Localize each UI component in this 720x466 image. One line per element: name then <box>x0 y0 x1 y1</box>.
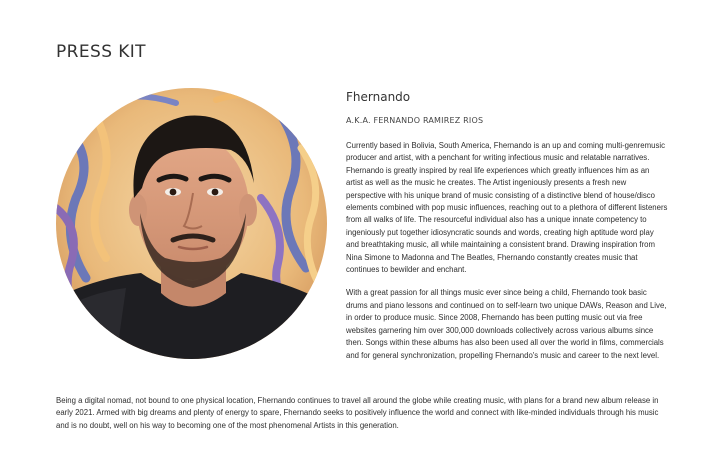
bio-paragraph: Currently based in Bolivia, South America, Fhernando is an up and coming multi-genremusic producer and artist, with a penchant for writing infectious music and relatable narratives. Fhernando is greatly inspired by real life experiences which greatly influences him as an artist as well as the music he creates. The Artist ingeniously presents a fresh new perspective with his unique brand of music consisting of a distinctive blend of house/disco elements combined with pop music influences, reaching out to a plethora of different listeners from all walks of life. The resourceful individual also has a unique innate competency to ingeniously put together idiosyncratic sounds and words, creating high aptitude word play and breathtaking music, all while maintaining a consistent brand. Drawing inspiration from Nina Simone to Madonna and The Beatles, Fhernando constantly creates music that continues to bewilder and enchant. <box>346 141 668 275</box>
bio-section <box>346 140 668 373</box>
page-title: PRESS KIT <box>56 42 146 62</box>
artist-aka: A.K.A. FERNANDO RAMIREZ RIOS <box>346 116 484 125</box>
bio-closing-paragraph: Being a digital nomad, not bound to one physical location, Fhernando continues to travel all around the globe while creating music, with plans for a brand new album release in early 2021. Armed with big dreams and plenty of energy to spare, Fhernando seeks to positively influence the world and connect with like-minded individuals through his music and is no doubt, well on his way to becoming one of the most phenomenal Artists in this generation. <box>56 396 659 430</box>
bio-paragraph: With a great passion for all things music ever since being a child, Fhernando took basic drums and piano lessons and continued on to self-learn two unique DAWs, Reason and Live, in order to produce music. Since 2008, Fhernando has been putting music out via free websites garnering him over 300,000 downloads collectively across various albums since then. Songs within these albums has also been used all over the world in films, commercials and for general synchronization, propelling Fhernando's music and career to the next level. <box>346 288 667 360</box>
artist-name: Fhernando <box>346 90 411 104</box>
portrait-photo-icon <box>56 88 327 359</box>
artist-portrait <box>56 88 327 359</box>
